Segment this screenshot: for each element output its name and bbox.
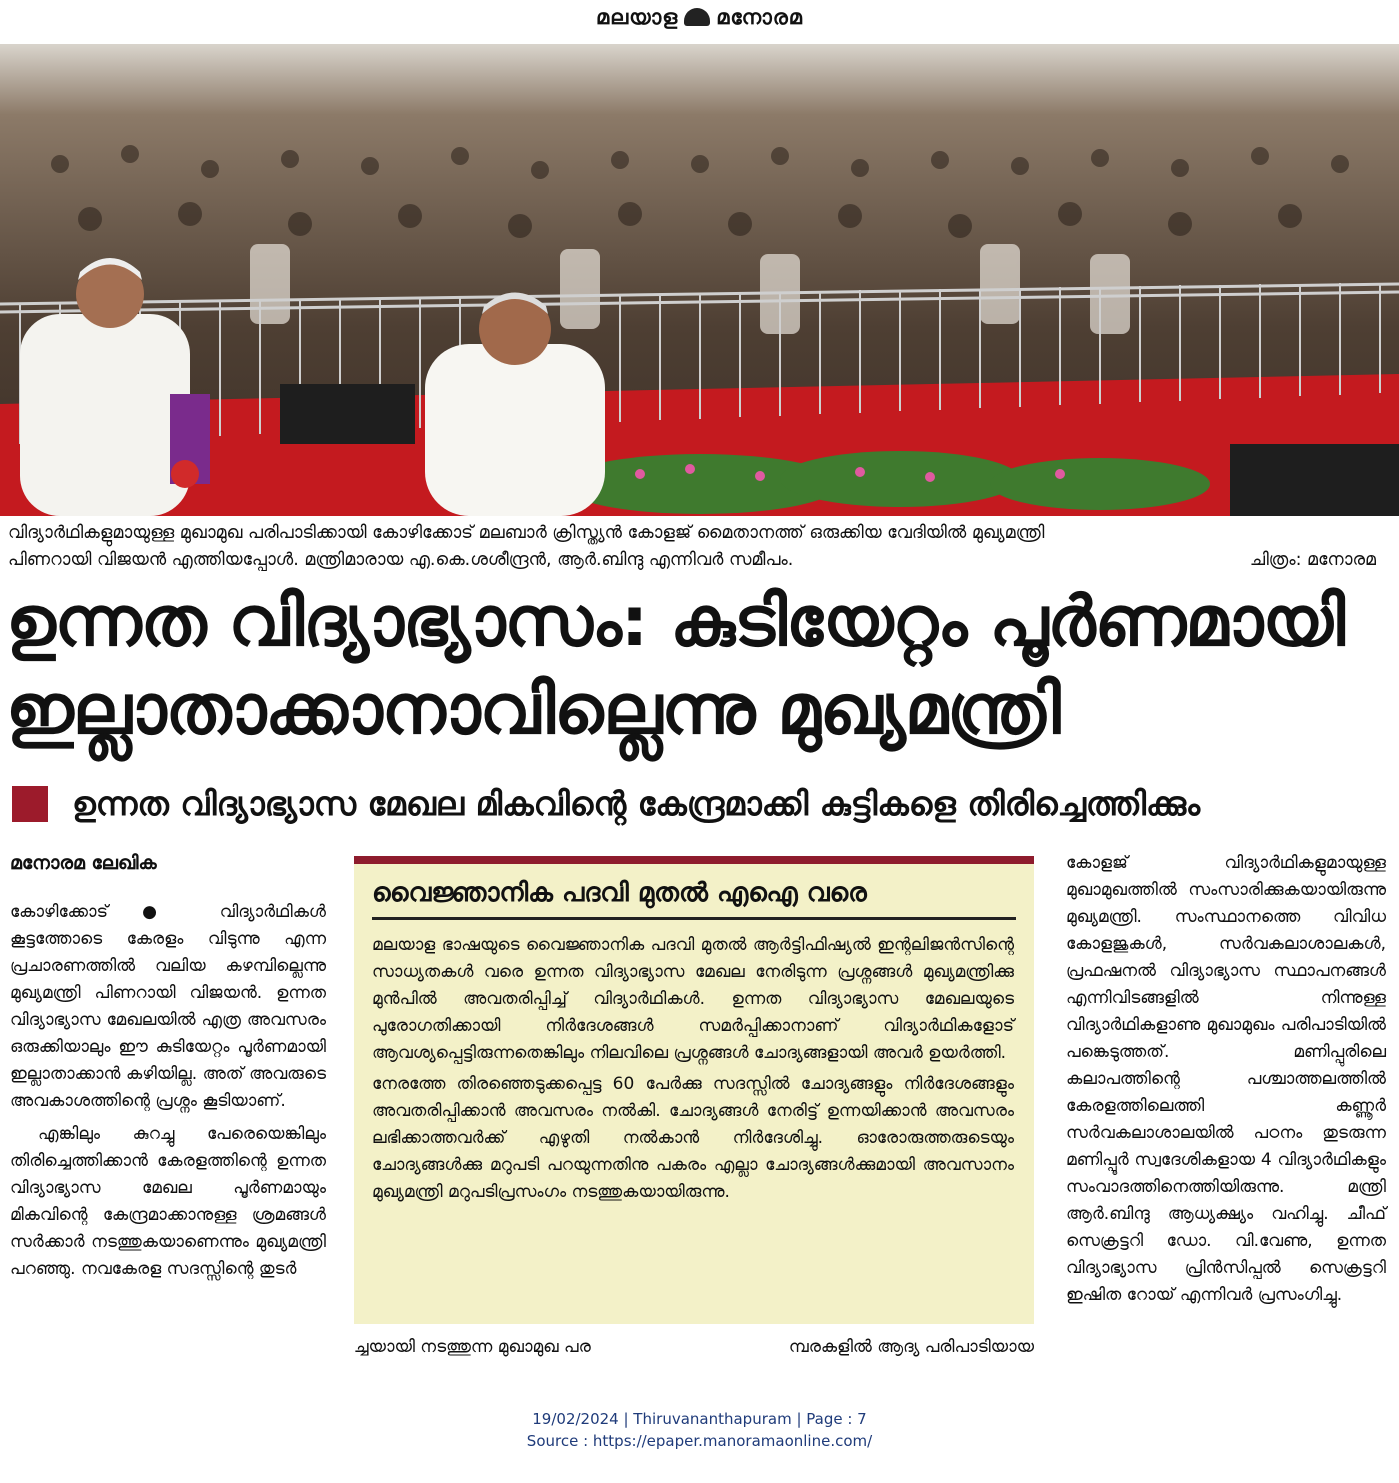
masthead-logo-icon: [684, 8, 710, 26]
caption-line-1: വിദ്യാർഥികളുമായുള്ള മുഖാമുഖ പരിപാടിക്കായി കോഴിക്കോട് മലബാർ ക്രിസ്ത്യൻ കോളജ് മൈതാനത്ത് ഒരുക്കിയ വേദിയിൽ മുഖ്യമന്ത്രി: [8, 523, 1045, 543]
box-paragraph-2: നേരത്തേ തിരഞ്ഞെടുക്കപ്പെട്ട 60 പേർക്കു സദസ്സിൽ ചോദ്യങ്ങളും നിർദേശങ്ങളും അവതരിപ്പിക്കാൻ അവസരം നൽകി. ചോദ്യങ്ങൾ നേരിട്ട് ഉന്നയിക്കാൻ അവസരം ലഭിക്കാത്തവർക്ക് എഴുതി നൽകാൻ നിർദേശിച്ചു. ഓരോരുത്തരുടെയും ചോദ്യങ്ങൾക്കു മറുപടി പറയുന്നതിനു പകരം എല്ലാ ചോദ്യങ്ങൾക്കുമായി അവസാനം മുഖ്യമന്ത്രി മറുപടിപ്രസംഗം നടത്തുകയായിരുന്നു.: [372, 1074, 1014, 1202]
box-body: [354, 920, 1034, 1206]
subhead: [12, 784, 1392, 824]
column1-paragraph-1: കോഴിക്കോട് ● വിദ്യാർഥികൾ കൂട്ടത്തോടെ കേരളം വിടുന്നു എന്ന പ്രചാരണത്തിൽ വലിയ കഴമ്പില്ലെന്നു മുഖ്യമന്ത്രി പിണറായി വിജയൻ. ഉന്നത വിദ്യാഭ്യാസ മേഖലയിൽ എത്ര അവസരം ഒരുക്കിയാലും ഈ കുടിയേറ്റം പൂർണമായി ഇല്ലാതാക്കാൻ കഴിയില്ല. അത് അവരുടെ അവകാശത്തിന്റെ പ്രശ്നം കൂടിയാണ്.: [10, 902, 326, 1111]
page-footer: [0, 1408, 1399, 1452]
photo-credit: ചിത്രം: മനോരമ: [1249, 550, 1376, 570]
subhead-text: ഉന്നത വിദ്യാഭ്യാസ മേഖല മികവിന്റെ കേന്ദ്രമാക്കി കുട്ടികളെ തിരിച്ചെത്തിക്കും: [72, 784, 1201, 823]
masthead-left: മലയാള: [596, 4, 679, 29]
headline: [6, 578, 1396, 754]
article-column-1: [10, 850, 326, 1289]
footer-date-location: 19/02/2024 | Thiruvananthapuram | Page : 7: [532, 1410, 867, 1428]
column1-paragraph-2: എങ്കിലും കുറച്ചു പേരെയെങ്കിലും തിരിച്ചെത്തിക്കാൻ കേരളത്തിന്റെ ഉന്നത വിദ്യാഭ്യാസ മേഖല പൂർണമായും മികവിന്റെ കേന്ദ്രമാക്കാനുള്ള ശ്രമങ്ങൾ സർക്കാർ നടത്തുകയാണെന്നും മുഖ്യമന്ത്രി പറഞ്ഞു. നവകേരള സദസ്സിന്റെ തുടർ: [10, 1124, 326, 1279]
photo-caption: [8, 520, 1388, 574]
subhead-bullet-icon: [12, 786, 48, 822]
headline-line-1: ഉന്നത വിദ്യാഭ്യാസം: കുടിയേറ്റം പൂർണമായി: [6, 582, 1345, 662]
column2-continuation: [354, 1334, 1034, 1361]
masthead-right: മനോരമ: [716, 4, 803, 29]
byline: മനോരമ ലേഖിക: [10, 852, 157, 874]
column2-left-text: ച്ചയായി നടത്തുന്ന മുഖാമുഖ പര: [354, 1337, 591, 1357]
article-column-3: [1066, 850, 1386, 1315]
caption-line-2: പിണറായി വിജയൻ എത്തിയപ്പോൾ. മന്ത്രിമാരായ എ.കെ.ശശീന്ദ്രൻ, ആർ.ബിന്ദു എന്നിവർ സമീപം.: [8, 550, 794, 570]
sidebar-box: [354, 856, 1034, 1324]
box-paragraph-1: മലയാള ഭാഷയുടെ വൈജ്ഞാനിക പദവി മുതൽ ആർട്ടിഫിഷ്യൽ ഇന്റലിജൻസിന്റെ സാധ്യതകൾ വരെ ഉന്നത വിദ്യാഭ്യാസ മേഖല നേരിടുന്ന പ്രശ്നങ്ങൾ മുഖ്യമന്ത്രിക്കു മുൻപിൽ അവതരിപ്പിച്ച് വിദ്യാർഥികൾ. ഉന്നത വിദ്യാഭ്യാസ മേഖലയുടെ പുരോഗതിക്കായി നിർദേശങ്ങൾ സമർപ്പിക്കാനാണ് വിദ്യാർഥികളോട് ആവശ്യപ്പെട്ടിരുന്നതെങ്കിലും നിലവിലെ പ്രശ്നങ്ങൾ ചോദ്യങ്ങളായി അവർ ഉയർത്തി.: [372, 935, 1014, 1063]
footer-source: Source : https://epaper.manoramaonline.com/: [526, 1432, 873, 1450]
box-title: വൈജ്ഞാനിക പദവി മുതൽ എഐ വരെ: [372, 878, 1016, 920]
column3-paragraph-1: കോളജ് വിദ്യാർഥികളുമായുള്ള മുഖാമുഖത്തിൽ സംസാരിക്കുകയായിരുന്നു മുഖ്യമന്ത്രി. സംസ്ഥാനത്തെ വിവിധ കോളജുകൾ, സർവകലാശാലകൾ, പ്രഫഷനൽ വിദ്യാഭ്യാസ സ്ഥാപനങ്ങൾ എന്നിവിടങ്ങളിൽ നിന്നുള്ള വിദ്യാർഥികളാണു മുഖാമുഖം പരിപാടിയിൽ പങ്കെടുത്തത്. മണിപ്പുരിലെ കലാപത്തിന്റെ പശ്ചാത്തലത്തിൽ കേരളത്തിലെത്തി കണ്ണൂർ സർവകലാശാലയിൽ പഠനം തുടരുന്ന മണിപ്പൂർ സ്വദേശികളായ 4 വിദ്യാർഥികളും സംവാദത്തിനെത്തിയിരുന്നു. മന്ത്രി ആർ.ബിന്ദു ആധ്യക്ഷ്യം വഹിച്ചു. ചീഫ് സെക്രട്ടറി ഡോ. വി.വേണു, ഉന്നത വിദ്യാഭ്യാസ പ്രിൻസിപ്പൽ സെക്രട്ടറി ഇഷിത റോയ് എന്നിവർ പ്രസംഗിച്ചു.: [1066, 853, 1386, 1305]
news-photo: [0, 44, 1399, 516]
masthead: [0, 0, 1399, 34]
headline-line-2: ഇല്ലാതാക്കാനാവില്ലെന്നു മുഖ്യമന്ത്രി: [6, 670, 1060, 750]
column2-right-text: മ്പരകളിൽ ആദ്യ പരിപാടിയായ: [788, 1337, 1034, 1357]
